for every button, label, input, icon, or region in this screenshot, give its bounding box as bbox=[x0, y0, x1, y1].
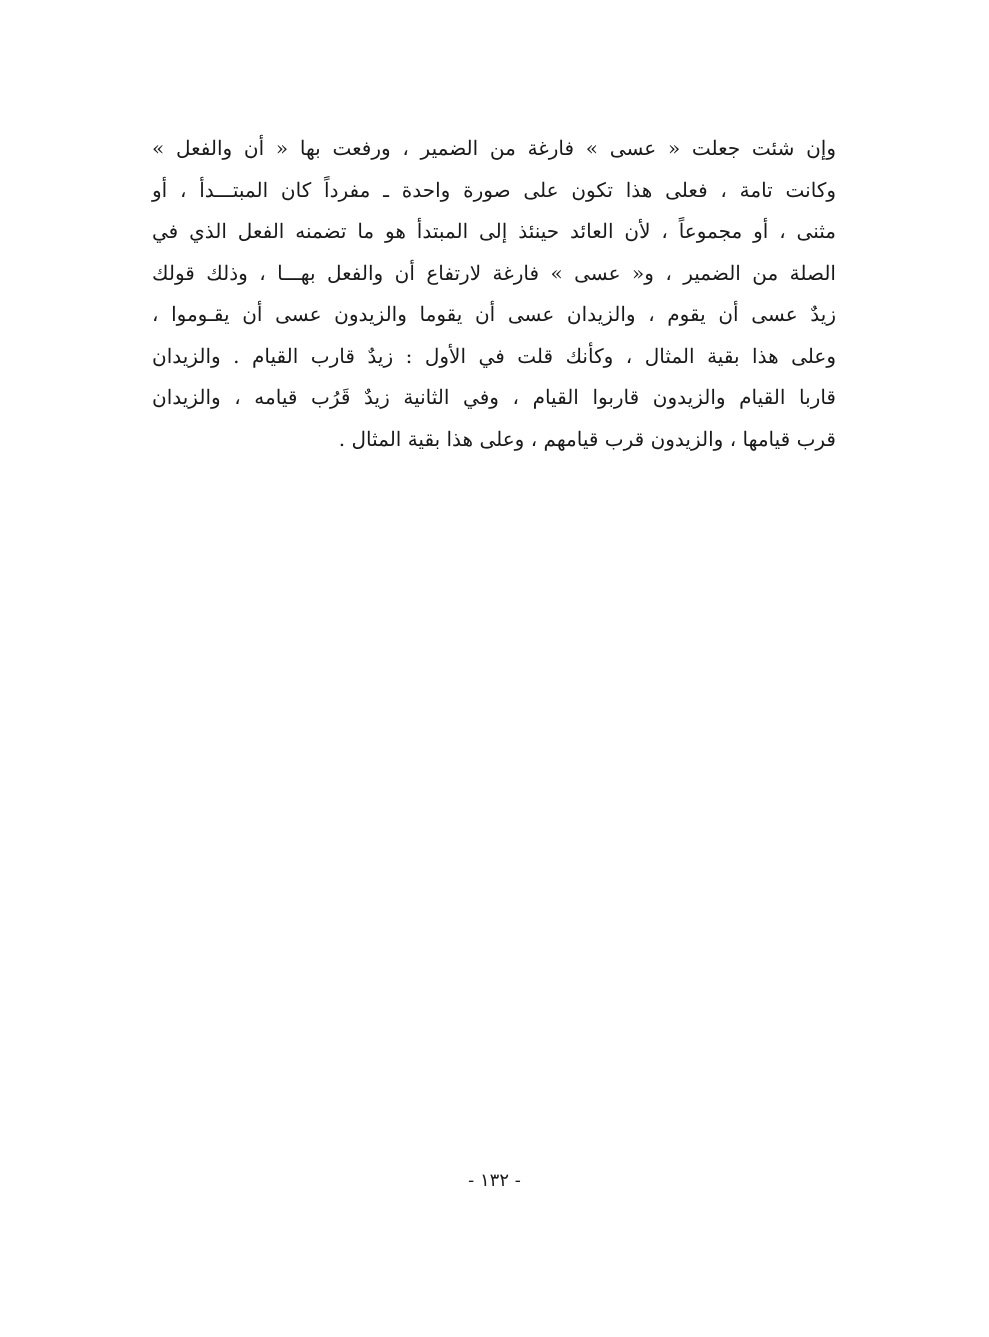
text-line: مثنى ، أو مجموعاً ، لأن العائد حينئذ إلى المبتدأ هو ما تضمنه الفعل الذي في bbox=[152, 219, 836, 243]
body-text bbox=[152, 128, 836, 460]
text-line: وكانت تامة ، فعلى هذا تكون على صورة واحدة ـ مفرداً كان المبتـــدأ ، أو bbox=[152, 177, 836, 202]
text-line: الصلة من الضمير ، و« عسى » فارغة لارتفاع أن والفعل بهـــا ، وذلك قولك bbox=[152, 260, 836, 285]
text-line: وعلى هذا بقية المثال ، وكأنك قلت في الأول : زيدٌ قارب القيام . والزيدان bbox=[152, 343, 836, 368]
text-line: زيدٌ عسى أن يقوم ، والزيدان عسى أن يقوما والزيدون عسى أن يقـوموا ، bbox=[152, 302, 836, 326]
text-line: وإن شئت جعلت « عسى » فارغة من الضمير ، ورفعت بها « أن والفعل » bbox=[152, 136, 836, 160]
text-line: قرب قيامها ، والزيدون قرب قيامهم ، وعلى هذا بقية المثال . bbox=[338, 426, 836, 451]
text-line: قاربا القيام والزيدون قاربوا القيام ، وفي الثانية زيدٌ قَرُب قيامه ، والزيدان bbox=[152, 385, 836, 409]
page-number: - ١٣٢ - bbox=[468, 1170, 521, 1191]
